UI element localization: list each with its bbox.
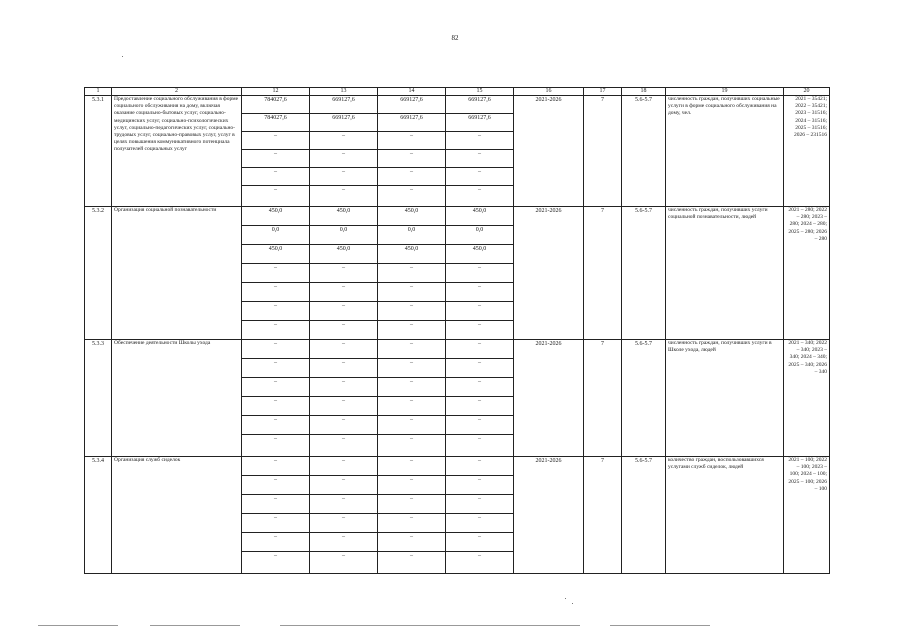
header-cell: 19: [666, 88, 784, 96]
header-cell: 20: [784, 88, 830, 96]
amount-cell: –: [378, 552, 446, 574]
amount-cell: –: [310, 168, 378, 186]
column-18-cell: 5.6-5.7: [622, 96, 666, 207]
amount-cell: 669127,6: [310, 114, 378, 132]
amount-cell: –: [446, 168, 514, 186]
program-table: [84, 87, 830, 574]
amount-cell: –: [446, 132, 514, 150]
amount-cell: –: [378, 495, 446, 514]
amount-cell: –: [378, 132, 446, 150]
amount-cell: –: [378, 476, 446, 495]
item-number: 5.3.4: [85, 457, 112, 574]
amount-cell: –: [242, 321, 310, 340]
header-cell: 12: [242, 88, 310, 96]
amount-cell: –: [242, 416, 310, 435]
amount-cell: 784027,6: [242, 114, 310, 132]
header-cell: 16: [514, 88, 584, 96]
results-cell: 2021 – 280; 2022 – 280; 2023 – 280; 2024 – 280; 2025 – 280; 2026 – 280: [784, 207, 830, 340]
amount-cell: –: [242, 378, 310, 397]
amount-cell: –: [242, 359, 310, 378]
amount-cell: –: [446, 416, 514, 435]
table-row: [85, 207, 830, 226]
header-cell: 2: [112, 88, 242, 96]
amount-cell: 669127,6: [378, 96, 446, 114]
column-18-cell: 5.6-5.7: [622, 207, 666, 340]
amount-cell: –: [310, 476, 378, 495]
header-cell: 14: [378, 88, 446, 96]
amount-cell: –: [446, 533, 514, 552]
amount-cell: 784027,6: [242, 96, 310, 114]
period-cell: 2021-2026: [514, 96, 584, 207]
header-cell: 1: [85, 88, 112, 96]
column-17-cell: 7: [584, 340, 622, 457]
amount-cell: –: [310, 283, 378, 302]
amount-cell: –: [242, 457, 310, 476]
amount-cell: –: [446, 552, 514, 574]
amount-cell: –: [242, 552, 310, 574]
scan-line: [610, 625, 710, 626]
amount-cell: –: [310, 435, 378, 457]
table-row: [85, 340, 830, 359]
amount-cell: –: [242, 186, 310, 207]
amount-cell: 450,0: [242, 245, 310, 264]
amount-cell: –: [242, 302, 310, 321]
amount-cell: –: [310, 340, 378, 359]
header-cell: 15: [446, 88, 514, 96]
amount-cell: –: [378, 533, 446, 552]
amount-cell: –: [378, 416, 446, 435]
amount-cell: 0,0: [446, 226, 514, 245]
indicator-cell: количество граждан, воспользовавшихся услугами служб сиделок, людей: [666, 457, 784, 574]
amount-cell: –: [378, 340, 446, 359]
amount-cell: –: [378, 283, 446, 302]
item-name: Организация служб сиделок: [112, 457, 242, 574]
amount-cell: –: [310, 397, 378, 416]
amount-cell: –: [446, 457, 514, 476]
amount-cell: –: [242, 168, 310, 186]
amount-cell: –: [310, 132, 378, 150]
column-18-cell: 5.6-5.7: [622, 340, 666, 457]
period-cell: 2021-2026: [514, 340, 584, 457]
amount-cell: –: [310, 416, 378, 435]
item-name: Предоставление социального обслуживания в форме социального обслуживания на дому, включая оказание социально-бытовых услуг, социально-медицинских услуг, социально-психологических услуг, социально-педагогических услуг, социально-трудовых услуг, социально-правовых услуг, услуг в целях повышения коммуникативного потенциала получателей социальных услуг: [112, 96, 242, 207]
amount-cell: –: [242, 476, 310, 495]
indicator-cell: численность граждан, получивших услуги в Школе ухода, людей: [666, 340, 784, 457]
amount-cell: –: [446, 476, 514, 495]
amount-cell: 450,0: [310, 245, 378, 264]
results-cell: 2021 – 100; 2022 – 100; 2023 – 100; 2024 – 100; 2025 – 100; 2026 – 100: [784, 457, 830, 574]
amount-cell: –: [378, 168, 446, 186]
column-18-cell: 5.6-5.7: [622, 457, 666, 574]
amount-cell: 450,0: [446, 207, 514, 226]
amount-cell: –: [446, 321, 514, 340]
amount-cell: –: [242, 435, 310, 457]
amount-cell: 669127,6: [310, 96, 378, 114]
amount-cell: –: [446, 435, 514, 457]
amount-cell: –: [242, 340, 310, 359]
amount-cell: –: [310, 302, 378, 321]
amount-cell: –: [446, 150, 514, 168]
amount-cell: –: [378, 457, 446, 476]
amount-cell: –: [378, 378, 446, 397]
item-name: Организация социальной познавательности: [112, 207, 242, 340]
amount-cell: –: [446, 283, 514, 302]
results-cell: 2021 – 340; 2022 – 340; 2023 – 340; 2024 – 340; 2025 – 340; 2026 – 340: [784, 340, 830, 457]
column-17-cell: 7: [584, 207, 622, 340]
amount-cell: –: [378, 150, 446, 168]
item-number: 5.3.2: [85, 207, 112, 340]
header-cell: 18: [622, 88, 666, 96]
period-cell: 2021-2026: [514, 457, 584, 574]
amount-cell: –: [446, 340, 514, 359]
amount-cell: 450,0: [378, 245, 446, 264]
results-cell: 2021 – 35421; 2022 – 35421; 2023 – 31516; 2024 – 31516; 2025 – 31516; 2026 – 231516: [784, 96, 830, 207]
amount-cell: –: [310, 552, 378, 574]
amount-cell: –: [310, 514, 378, 533]
amount-cell: –: [310, 186, 378, 207]
amount-cell: –: [242, 150, 310, 168]
period-cell: 2021-2026: [514, 207, 584, 340]
indicator-cell: численность граждан, получивших услуги социальной познавательности, людей: [666, 207, 784, 340]
indicator-cell: численность граждан, получивших социальные услуги в форме социального обслуживания на дому, чел.: [666, 96, 784, 207]
amount-cell: –: [242, 397, 310, 416]
amount-cell: –: [446, 359, 514, 378]
amount-cell: 450,0: [378, 207, 446, 226]
amount-cell: –: [242, 514, 310, 533]
column-17-cell: 7: [584, 96, 622, 207]
scan-line: [38, 625, 118, 626]
item-number: 5.3.3: [85, 340, 112, 457]
amount-cell: –: [378, 186, 446, 207]
amount-cell: 0,0: [242, 226, 310, 245]
amount-cell: –: [242, 132, 310, 150]
amount-cell: 0,0: [310, 226, 378, 245]
header-cell: 17: [584, 88, 622, 96]
amount-cell: –: [310, 264, 378, 283]
amount-cell: –: [378, 514, 446, 533]
item-name: Обеспечение деятельности Школы ухода: [112, 340, 242, 457]
amount-cell: –: [446, 397, 514, 416]
amount-cell: –: [310, 359, 378, 378]
amount-cell: –: [378, 321, 446, 340]
amount-cell: 450,0: [242, 207, 310, 226]
amount-cell: –: [242, 283, 310, 302]
amount-cell: –: [378, 435, 446, 457]
header-cell: 13: [310, 88, 378, 96]
amount-cell: –: [446, 302, 514, 321]
amount-cell: –: [446, 378, 514, 397]
column-17-cell: 7: [584, 457, 622, 574]
page-number: 82: [451, 34, 459, 42]
scan-line: [280, 625, 580, 626]
amount-cell: –: [242, 264, 310, 283]
amount-cell: 669127,6: [446, 96, 514, 114]
amount-cell: –: [378, 397, 446, 416]
amount-cell: 0,0: [378, 226, 446, 245]
table-row: [85, 96, 830, 114]
header-row: [85, 88, 830, 96]
amount-cell: 669127,6: [378, 114, 446, 132]
scan-speck: [565, 598, 566, 599]
item-number: 5.3.1: [85, 96, 112, 207]
amount-cell: –: [446, 186, 514, 207]
amount-cell: –: [310, 378, 378, 397]
amount-cell: –: [310, 533, 378, 552]
scan-speck: [122, 56, 123, 57]
amount-cell: –: [310, 457, 378, 476]
amount-cell: –: [378, 359, 446, 378]
amount-cell: –: [446, 514, 514, 533]
amount-cell: –: [242, 495, 310, 514]
scan-line: [150, 625, 240, 626]
amount-cell: –: [446, 264, 514, 283]
amount-cell: 450,0: [310, 207, 378, 226]
amount-cell: –: [310, 495, 378, 514]
table-row: [85, 457, 830, 476]
amount-cell: –: [242, 533, 310, 552]
amount-cell: –: [310, 150, 378, 168]
amount-cell: –: [378, 302, 446, 321]
amount-cell: –: [378, 264, 446, 283]
scan-speck: [572, 603, 573, 604]
amount-cell: –: [446, 495, 514, 514]
amount-cell: 450,0: [446, 245, 514, 264]
amount-cell: –: [310, 321, 378, 340]
amount-cell: 669127,6: [446, 114, 514, 132]
